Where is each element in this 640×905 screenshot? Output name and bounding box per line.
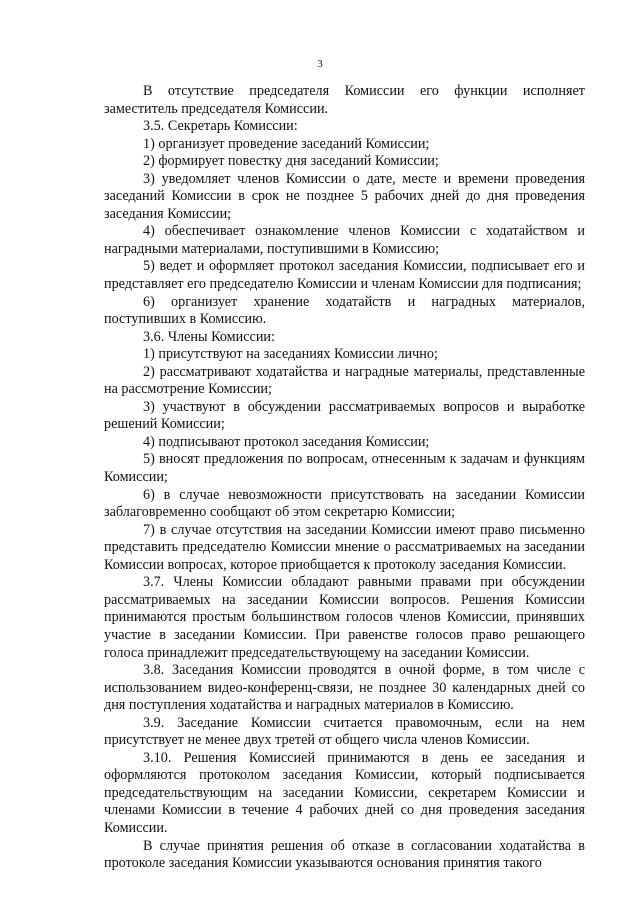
list-item: 7) в случае отсутствия на заседании Комиссии имеют право письменно представить председателю Комиссии мнение о рассматриваемых на заседании Комиссии вопросах, которое приобщается к протоколу заседания Комиссии.	[104, 521, 585, 573]
list-item: 1) присутствуют на заседаниях Комиссии лично;	[143, 346, 438, 363]
list-item: 2) формирует повестку дня заседаний Комиссии;	[143, 153, 439, 170]
page-number: 3	[317, 58, 323, 70]
list-item: 3) уведомляет членов Комиссии о дате, месте и времени проведения заседаний Комиссии в срок не позднее 5 рабочих дней до дня проведения заседания Комиссии;	[104, 170, 585, 222]
section-heading-3-5: 3.5. Секретарь Комиссии:	[143, 118, 298, 135]
paragraph-deputy-chair: В отсутствие председателя Комиссии его функции исполняет заместитель председателя Комиссии.	[104, 83, 585, 117]
list-item: 6) организует хранение ходатайств и наградных материалов, поступивших в Комиссию.	[104, 293, 585, 328]
paragraph-refusal: В случае принятия решения об отказе в согласовании ходатайства в протоколе заседания Комиссии указываются основания принятия такого	[104, 837, 585, 872]
list-item: 4) подписывают протокол заседания Комиссии;	[143, 433, 430, 450]
paragraph-3-9: 3.9. Заседание Комиссии считается правомочным, если на нем присутствует не менее двух третей от общего числа членов Комиссии.	[104, 714, 585, 749]
list-item: 5) ведет и оформляет протокол заседания Комиссии, подписывает его и представляет его председателю Комиссии и членам Комиссии для подписания;	[104, 258, 585, 293]
section-heading-3-6: 3.6. Члены Комиссии:	[143, 328, 275, 345]
list-item: 3) участвуют в обсуждении рассматриваемых вопросов и выработке решений Комиссии;	[104, 398, 585, 433]
list-item: 6) в случае невозможности присутствовать на заседании Комиссии заблаговременно сообщают об этом секретарю Комиссии;	[104, 486, 585, 521]
document-body	[104, 83, 585, 873]
list-item: 1) организует проведение заседаний Комиссии;	[143, 135, 430, 152]
list-item: 5) вносят предложения по вопросам, отнесенным к задачам и функциям Комиссии;	[104, 451, 585, 486]
paragraph-3-7: 3.7. Члены Комиссии обладают равными правами при обсуждении рассматриваемых на заседании Комиссии вопросов. Решения Комиссии принимаются простым большинством голосов членов Комиссии, принявших участие в заседании Комиссии. При равенстве голосов право решающего голоса принадлежит председательствующему на заседании Комиссии.	[104, 574, 585, 661]
paragraph-3-8: 3.8. Заседания Комиссии проводятся в очной форме, в том числе с использованием видео-конференц-связи, не позднее 30 календарных дней со дня поступления ходатайства и наградных материалов в Комиссию.	[104, 662, 585, 714]
list-item: 2) рассматривают ходатайства и наградные материалы, представленные на рассмотрение Комиссии;	[104, 363, 585, 398]
paragraph-3-10: 3.10. Решения Комиссией принимаются в день ее заседания и оформляются протоколом заседания Комиссии, который подписывается председательствующим на заседании Комиссии, секретарем Комиссии и членами Комиссии в течение 4 рабочих дней со дня проведения заседания Комиссии.	[104, 749, 585, 836]
list-item: 4) обеспечивает ознакомление членов Комиссии с ходатайством и наградными материалами, поступившими в Комиссию;	[104, 223, 585, 257]
